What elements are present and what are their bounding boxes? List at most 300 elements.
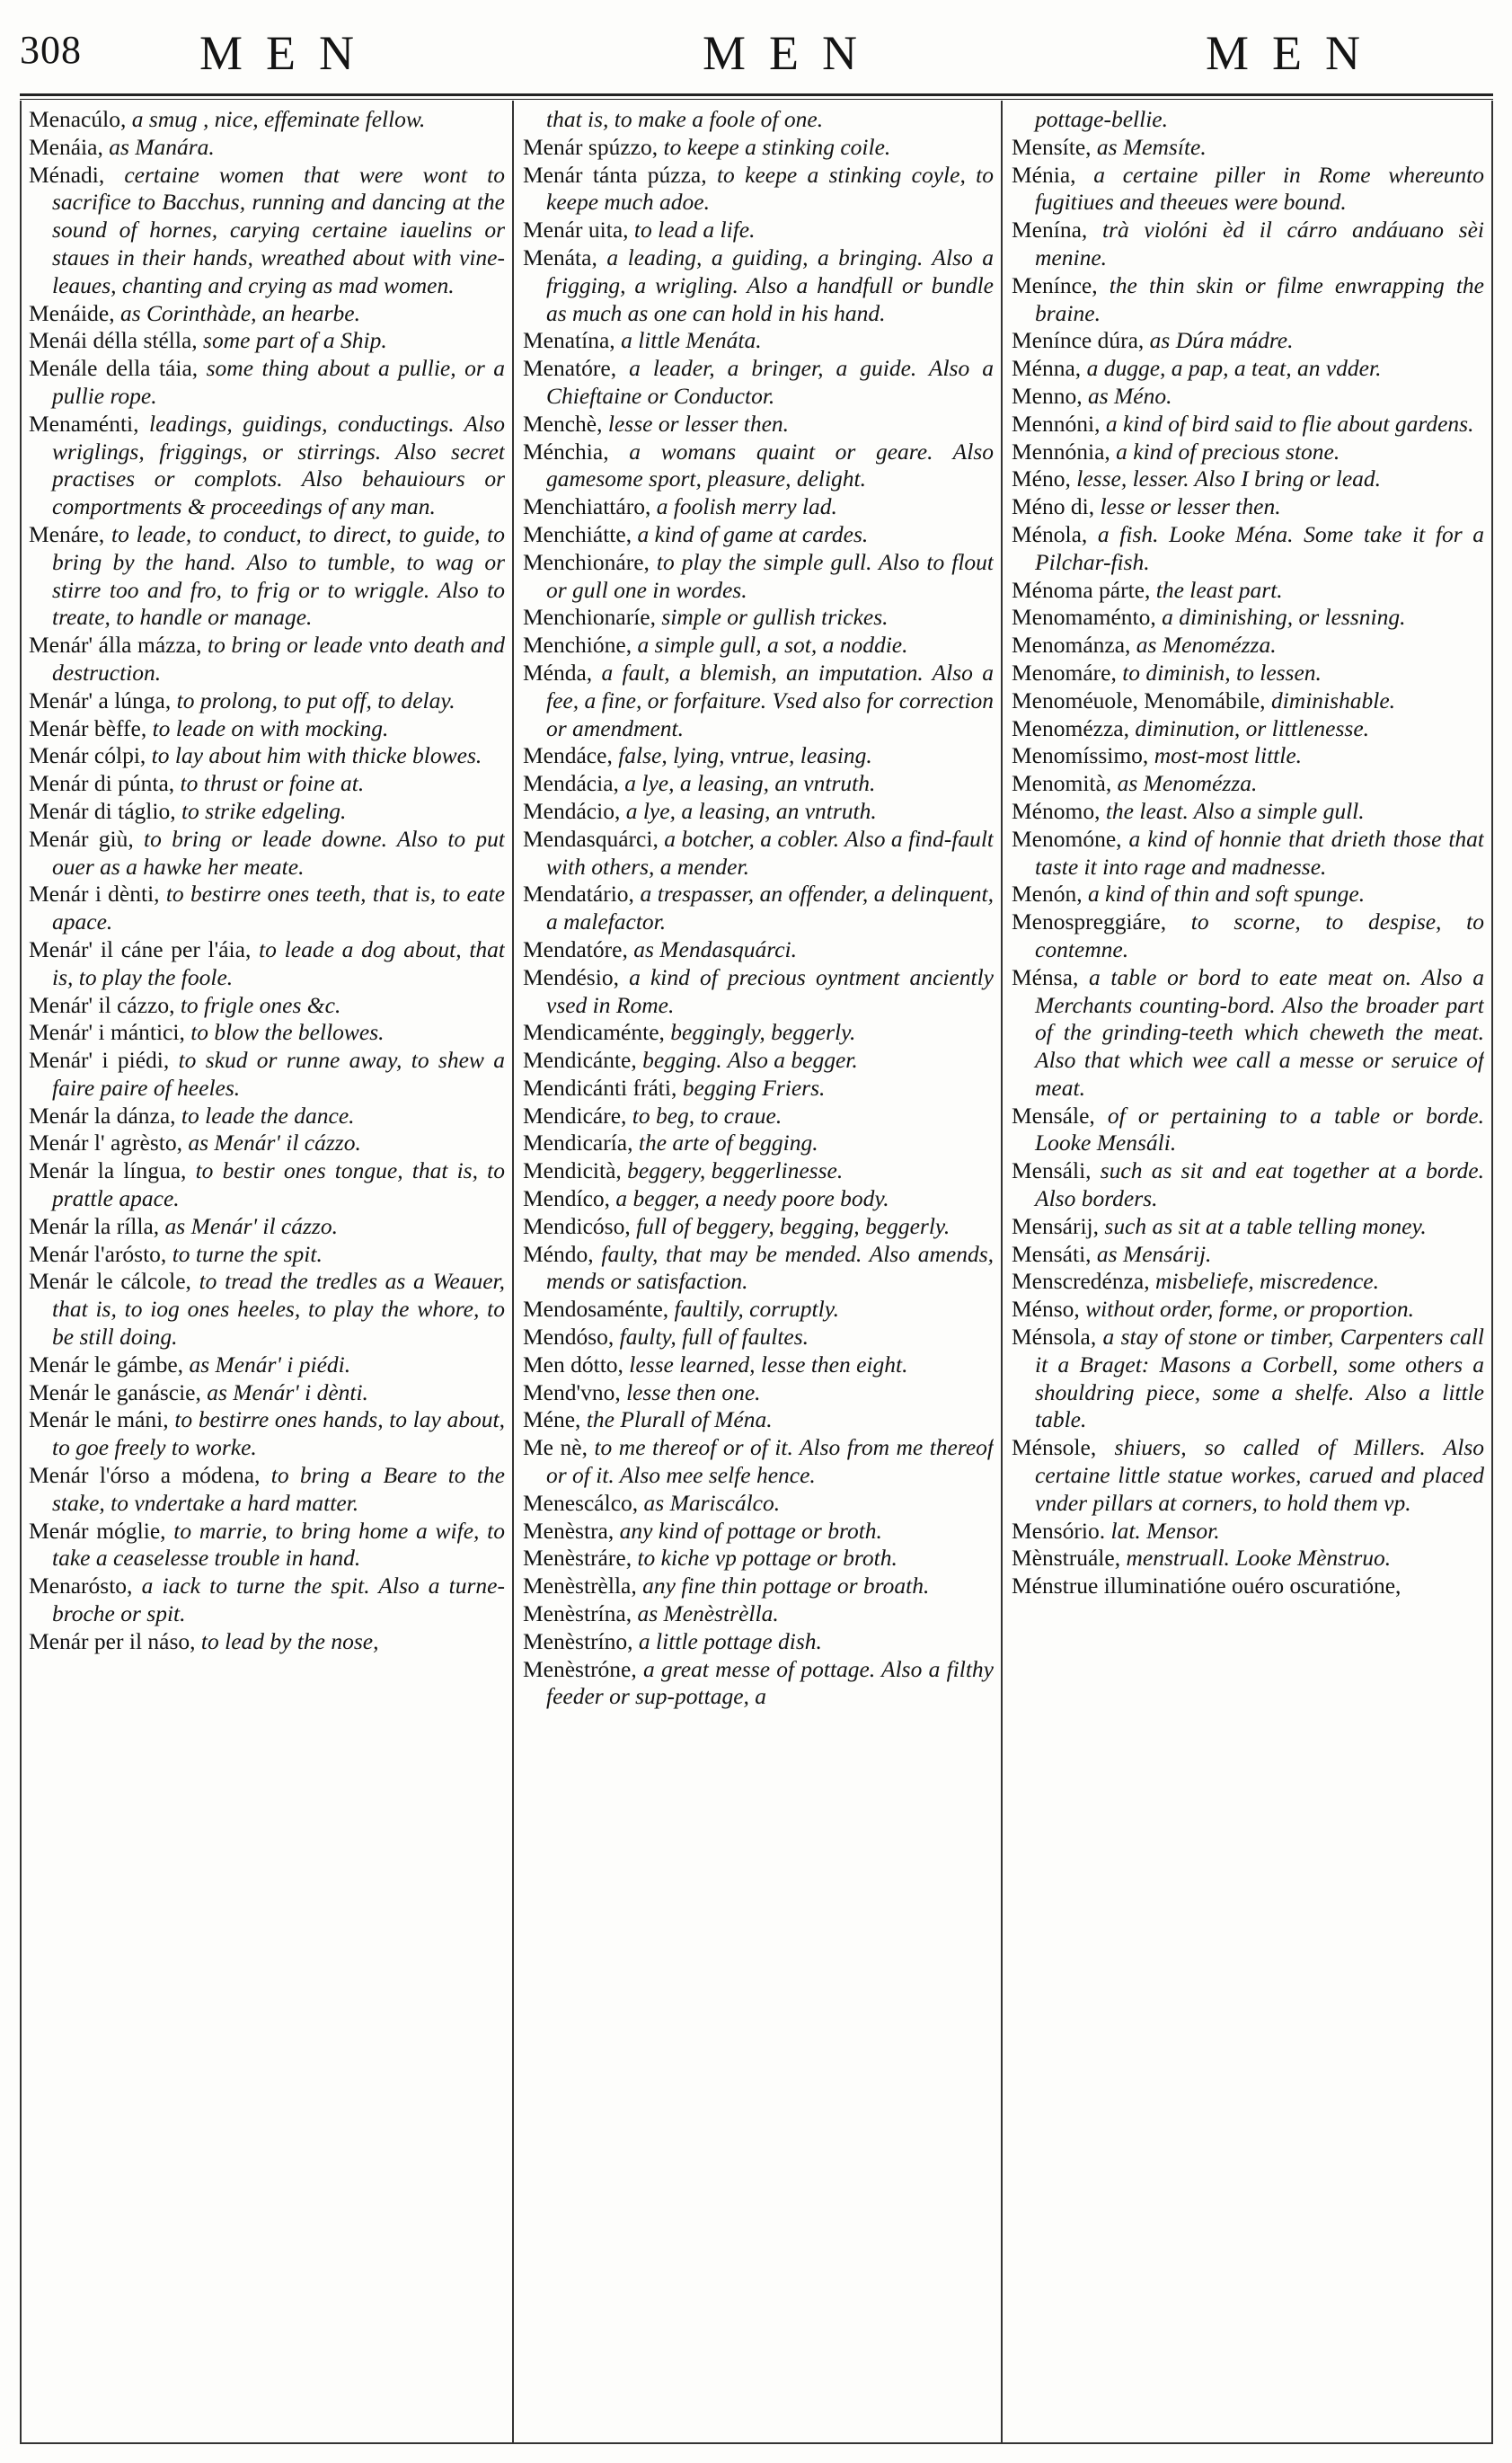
dictionary-entry	[1012, 964, 1484, 1103]
definition: a little pottage dish.	[632, 1627, 822, 1654]
definition: to turne the spit.	[166, 1240, 323, 1267]
headword: Menaménti,	[29, 410, 139, 437]
dictionary-entry	[523, 1047, 994, 1075]
dictionary-entry	[29, 327, 505, 355]
definition: to thrust or foine at.	[174, 770, 365, 797]
definition: a leader, a bringer, a guide. Also a Chieftaine or Conductor.	[546, 355, 994, 409]
headword: Menatóre,	[523, 355, 617, 382]
definition: to beg, to craue.	[626, 1102, 783, 1129]
dictionary-entry	[523, 826, 994, 882]
headword: Mendicáre,	[523, 1102, 627, 1129]
definition: the thin skin or filme enwrapping the braine.	[1035, 271, 1484, 326]
dictionary-entry	[29, 1157, 505, 1213]
dictionary-entry	[523, 1379, 994, 1407]
dictionary-entry	[29, 134, 505, 162]
definition: a lye, a leasing, an vntruth.	[618, 770, 876, 797]
headword: Mensále,	[1012, 1102, 1095, 1129]
dictionary-entry	[29, 770, 505, 798]
definition: as Menár' il cázzo.	[182, 1130, 361, 1156]
dictionary-entry	[1012, 798, 1484, 826]
definition: lesse or lesser then.	[1094, 493, 1281, 520]
dictionary-entry	[523, 1628, 994, 1656]
headword: Ménstrue illuminatióne ouéro oscuratióne,	[1012, 1573, 1401, 1599]
headword: Menomáre,	[1012, 659, 1117, 686]
dictionary-entry	[29, 355, 505, 411]
definition: a kind of precious oyntment anciently vsed in Rome.	[546, 963, 994, 1018]
headword: Menscredénza,	[1012, 1268, 1150, 1295]
headword: Mendosaménte,	[523, 1296, 669, 1323]
column-1	[29, 106, 505, 2439]
headword: Méno di,	[1012, 493, 1095, 520]
definition: to bring or leade downe. Also to put ouer as a hawke her meate.	[52, 825, 505, 880]
dictionary-entry	[1012, 632, 1484, 660]
definition: any fine thin pottage or broath.	[636, 1573, 930, 1599]
headword: Mendicánti fráti,	[523, 1074, 677, 1101]
headword: Menomóne,	[1012, 825, 1122, 852]
dictionary-entry	[1012, 1157, 1484, 1213]
dictionary-entry	[523, 106, 994, 134]
dictionary-entry	[523, 1434, 994, 1490]
dictionary-entry	[1012, 521, 1484, 577]
definition: to bring a Beare to the stake, to vndertake a hard matter.	[52, 1462, 505, 1516]
definition: begging. Also a begger.	[636, 1047, 858, 1074]
dictionary-entry	[1012, 660, 1484, 687]
dictionary-entry	[523, 1324, 994, 1351]
definition: beggingly, beggerly.	[664, 1019, 856, 1046]
definition: to prolong, to put off, to delay.	[171, 687, 455, 713]
definition: as Manára.	[102, 133, 215, 160]
definition: shiuers, so called of Millers. Also certaine little statue workes, carued and placed vnder pillars at corners, to hold them vp.	[1035, 1434, 1484, 1516]
headword: Ménsola,	[1012, 1324, 1097, 1351]
dictionary-entry	[1012, 439, 1484, 466]
definition: any kind of pottage or broth.	[614, 1517, 882, 1544]
headword: Menár' il cázzo,	[29, 991, 175, 1018]
headword: Menèstra,	[523, 1517, 615, 1544]
dictionary-entry	[1012, 1103, 1484, 1158]
headword: Ménchia,	[523, 438, 609, 465]
definition: lat. Mensor.	[1105, 1517, 1220, 1544]
definition: lesse learned, lesse then eight.	[623, 1351, 908, 1378]
headword: Menár móglie,	[29, 1517, 166, 1544]
definition: as Méno.	[1082, 382, 1172, 409]
headword: Mendácio,	[523, 797, 621, 824]
headword: Menománza,	[1012, 632, 1131, 659]
dictionary-entry	[523, 439, 994, 494]
headword: Menèstríno,	[523, 1627, 633, 1654]
headword: Menacúlo,	[29, 106, 127, 132]
definition: simple or gullish trickes.	[655, 604, 889, 631]
headword: Menár le máni,	[29, 1406, 169, 1433]
definition: to bestir ones tongue, that is, to prattle apace.	[52, 1157, 505, 1212]
headword: Mendáce,	[523, 742, 613, 769]
dictionary-entry	[523, 217, 994, 244]
definition: as Corinthàde, an hearbe.	[114, 299, 360, 326]
definition: to lead by the nose,	[195, 1627, 379, 1654]
dictionary-entry	[1012, 1268, 1484, 1296]
definition: the Plurall of Ména.	[580, 1406, 773, 1433]
headword: Mendóso,	[523, 1324, 615, 1351]
dictionary-entry	[29, 1518, 505, 1573]
headword: Mendicità,	[523, 1157, 622, 1184]
headword: Menoméuole, Menomábile,	[1012, 687, 1266, 713]
dictionary-entry	[29, 1130, 505, 1157]
dictionary-entry	[1012, 577, 1484, 605]
definition: to leade a dog about, that is, to play the foole.	[52, 935, 505, 990]
headword: Méno,	[1012, 465, 1071, 492]
dictionary-entry	[29, 687, 505, 715]
headword: Menár giù,	[29, 825, 134, 852]
dictionary-entry	[29, 106, 505, 134]
headword: Me nè,	[523, 1434, 588, 1461]
dictionary-entry	[29, 1019, 505, 1047]
column-rule-right	[1491, 101, 1493, 2444]
definition: to play the simple gull. Also to flout or gull one in wordes.	[546, 548, 994, 603]
running-head-left: MEN	[199, 26, 377, 80]
headword: Mendatóre,	[523, 935, 628, 962]
headword: Mendicaría,	[523, 1130, 633, 1156]
definition: to frigle ones &c.	[174, 991, 341, 1018]
definition: to keepe a stinking coile.	[658, 133, 891, 160]
headword: Ménola,	[1012, 520, 1088, 547]
dictionary-entry	[29, 1462, 505, 1518]
definition: trà violóni èd il cárro andáuano sèi menine.	[1035, 217, 1484, 270]
dictionary-entry	[1012, 1324, 1484, 1434]
headword: Menár di táglio,	[29, 797, 176, 824]
headword: Menár i dènti,	[29, 881, 160, 908]
dictionary-entry	[523, 1130, 994, 1157]
headword: Menár di púnta,	[29, 770, 175, 797]
headword: Mendicánte,	[523, 1047, 637, 1074]
dictionary-entry	[523, 742, 994, 770]
dictionary-entry	[523, 493, 994, 521]
definition: as Menár' i dènti.	[200, 1378, 368, 1405]
dictionary-entry	[1012, 1573, 1484, 1600]
headword: Mendésio,	[523, 963, 619, 990]
dictionary-entry	[523, 1351, 994, 1379]
headword: Menarósto,	[29, 1573, 133, 1599]
dictionary-entry	[1012, 687, 1484, 715]
headword: Menospreggiáre,	[1012, 908, 1167, 935]
headword: Menáta,	[523, 244, 597, 270]
definition: lesse then one.	[620, 1378, 761, 1405]
dictionary-entry	[29, 715, 505, 743]
dictionary-entry	[523, 1490, 994, 1518]
definition: the least. Also a simple gull.	[1100, 797, 1365, 824]
definition: without order, forme, or proportion.	[1079, 1296, 1414, 1323]
headword: Mendíco,	[523, 1185, 611, 1212]
dictionary-entry	[1012, 134, 1484, 162]
dictionary-entry	[29, 881, 505, 936]
dictionary-entry	[1012, 826, 1484, 882]
dictionary-entry	[29, 1379, 505, 1407]
headword: Mendácia,	[523, 770, 619, 797]
dictionary-entry	[523, 411, 994, 439]
headword: Menomità,	[1012, 770, 1112, 797]
headword: Mensárij,	[1012, 1212, 1100, 1239]
headword: Menèstrína,	[523, 1600, 632, 1627]
headword: Menár la dánza,	[29, 1102, 176, 1129]
headword: Menèstróne,	[523, 1655, 637, 1682]
dictionary-entry	[523, 1545, 994, 1573]
headword: Menár cólpi,	[29, 742, 146, 769]
headword: Ménso,	[1012, 1296, 1080, 1323]
definition: a certaine piller in Rome whereunto fugitiues and theeues were bound.	[1035, 161, 1484, 216]
definition: leadings, guidings, conductings. Also wriglings, friggings, or stirrings. Also secret practises or complots. Also behauiours or comportments & proceedings of any man.	[52, 410, 505, 520]
headword: Menár bèffe,	[29, 714, 147, 741]
dictionary-entry	[523, 1656, 994, 1712]
headword: Menínce dúra,	[1012, 327, 1145, 354]
definition: to leade, to conduct, to direct, to guide, to bring by the hand. Also to tumble, to wag or stirre too and fro, to frig or to wriggle. Also to treate, to handle or manage.	[52, 520, 505, 631]
dictionary-entry	[523, 1518, 994, 1546]
dictionary-entry	[523, 770, 994, 798]
dictionary-entry	[1012, 162, 1484, 217]
definition: a leading, a guiding, a bringing. Also a frigging, a wrigling. Also a handfull or bundle as much as one can hold in his hand.	[546, 244, 994, 326]
headword: Menár' álla mázza,	[29, 632, 202, 659]
dictionary-entry	[1012, 715, 1484, 743]
headword: Ménna,	[1012, 355, 1082, 382]
definition: to lead a life.	[628, 217, 756, 244]
column-rule-left	[20, 101, 22, 2444]
dictionary-entry	[1012, 272, 1484, 328]
dictionary-entry	[1012, 383, 1484, 411]
dictionary-entry	[29, 1213, 505, 1241]
definition: to skud or runne away, to shew a faire paire of heeles.	[52, 1047, 505, 1101]
definition: as Mensárij.	[1091, 1240, 1212, 1267]
dictionary-entry	[29, 411, 505, 521]
dictionary-entry	[523, 1185, 994, 1213]
definition: to scorne, to despise, to contemne.	[1035, 908, 1484, 962]
definition: misbeliefe, miscredence.	[1149, 1268, 1379, 1295]
headword: Ménda,	[523, 659, 593, 686]
definition: pottage-bellie.	[1035, 106, 1168, 132]
dictionary-entry	[1012, 106, 1484, 134]
headword: Menár la rílla,	[29, 1212, 160, 1239]
running-head-center: MEN	[703, 26, 880, 80]
definition: faultily, corruptly.	[668, 1296, 840, 1323]
definition: that is, to make a foole of one.	[546, 106, 824, 132]
dictionary-entry	[523, 1573, 994, 1600]
headword: Mendasquárci,	[523, 825, 659, 852]
headword: Menescálco,	[523, 1489, 639, 1516]
definition: to leade the dance.	[175, 1102, 355, 1129]
headword: Menchionáre,	[523, 548, 650, 575]
dictionary-entry	[29, 632, 505, 687]
column-rule-2	[1001, 101, 1003, 2444]
headword: Mensíte,	[1012, 133, 1092, 160]
headword: Mènstruále,	[1012, 1545, 1121, 1572]
headword: Menno,	[1012, 382, 1083, 409]
dictionary-entry	[1012, 1213, 1484, 1241]
definition: to diminish, to lessen.	[1116, 659, 1322, 686]
definition: a trespasser, an offender, a delinquent, a malefactor.	[546, 881, 994, 935]
definition: to bestirre ones teeth, that is, to eate apace.	[52, 881, 505, 935]
definition: a kind of precious stone.	[1110, 438, 1340, 465]
headword: Ménsole,	[1012, 1434, 1097, 1461]
dictionary-entry	[1012, 327, 1484, 355]
definition: some thing about a pullie, or a pullie rope.	[52, 355, 505, 409]
headword: Menár le gámbe,	[29, 1351, 184, 1378]
headword: Menomézza,	[1012, 714, 1129, 741]
definition: certaine women that were wont to sacrifice to Bacchus, running and dancing at the sound of hornes, carying certaine iauelins or staues in their hands, wreathed about with vine-leaues, chanting and crying as mad women.	[52, 161, 505, 298]
headword: Mennóni,	[1012, 410, 1101, 437]
dictionary-entry	[523, 1213, 994, 1241]
dictionary-entry	[1012, 881, 1484, 908]
definition: faulty, that may be mended. Also amends, mends or satisfaction.	[546, 1240, 994, 1295]
dictionary-entry	[523, 244, 994, 327]
dictionary-entry	[1012, 908, 1484, 964]
dictionary-entry	[29, 798, 505, 826]
dictionary-entry	[523, 1600, 994, 1628]
definition: to kiche vp pottage or broth.	[632, 1545, 897, 1572]
page-header	[20, 20, 1493, 86]
dictionary-entry	[523, 162, 994, 217]
definition: as Menár' i piédi.	[183, 1351, 351, 1378]
dictionary-entry	[1012, 355, 1484, 383]
definition: most-most little.	[1148, 742, 1303, 769]
definition: to strike edgeling.	[175, 797, 347, 824]
definition: as Menár' il cázzo.	[159, 1212, 338, 1239]
definition: of or pertaining to a table or borde. Looke Mensáli.	[1035, 1102, 1484, 1156]
dictionary-entry	[523, 549, 994, 605]
dictionary-entry	[29, 300, 505, 328]
headword: Menchiátte,	[523, 520, 632, 547]
definition: as Menomézza.	[1111, 770, 1258, 797]
definition: a fish. Looke Ména. Some take it for a Pilchar-fish.	[1035, 520, 1484, 575]
dictionary-entry	[1012, 411, 1484, 439]
headword: Méndo,	[523, 1240, 594, 1267]
definition: to me thereof or of it. Also from me thereof or of it. Also mee selfe hence.	[546, 1434, 994, 1489]
definition: a kind of game at cardes.	[632, 520, 869, 547]
definition: the least part.	[1150, 576, 1283, 603]
definition: begging Friers.	[676, 1074, 826, 1101]
definition: a fault, a blemish, an imputation. Also a fee, a fine, or forfaiture. Vsed also for correction or amendment.	[546, 659, 994, 741]
dictionary-entry	[523, 881, 994, 936]
definition: as Mariscálco.	[638, 1489, 781, 1516]
dictionary-entry	[29, 992, 505, 1020]
dictionary-entry	[29, 521, 505, 632]
dictionary-entry	[1012, 1545, 1484, 1573]
headword: Menár' a lúnga,	[29, 687, 172, 713]
headword: Menái délla stélla,	[29, 327, 198, 354]
definition: a womans quaint or geare. Also gamesome sport, pleasure, delight.	[546, 438, 994, 492]
definition: some part of a Ship.	[197, 327, 387, 354]
dictionary-entry	[29, 936, 505, 992]
dictionary-entry	[523, 1406, 994, 1434]
headword: Mend'vno,	[523, 1378, 621, 1405]
dictionary-entry	[523, 1296, 994, 1324]
definition: a lye, a leasing, an vntruth.	[620, 797, 877, 824]
definition: a iack to turne the spit. Also a turne-broche or spit.	[52, 1573, 505, 1627]
definition: a table or bord to eate meat on. Also a Merchants counting-bord. Also the broader part of the grinding-teeth which cheweth the meat. Also that which wee call a messe or seruice of meat.	[1035, 963, 1484, 1101]
headword: Menáre,	[29, 520, 105, 547]
dictionary-entry	[523, 1103, 994, 1130]
definition: diminishable.	[1265, 687, 1396, 713]
definition: to tread the tredles as a Weauer, that is, to iog ones heeles, to play the whore, to be still doing.	[52, 1268, 505, 1351]
definition: as Menomézza.	[1130, 632, 1277, 659]
dictionary-entry	[523, 798, 994, 826]
dictionary-entry	[523, 355, 994, 411]
definition: as Memsíte.	[1091, 133, 1207, 160]
headword: Menchionaríe,	[523, 604, 656, 631]
dictionary-entry	[523, 1157, 994, 1185]
headword: Ménsa,	[1012, 963, 1079, 990]
dictionary-entry	[523, 660, 994, 742]
dictionary-entry	[1012, 493, 1484, 521]
dictionary-entry	[1012, 742, 1484, 770]
headword: Menár' il cáne per l'áia,	[29, 935, 252, 962]
headword: Ménoma párte,	[1012, 576, 1151, 603]
headword: Menár l'arósto,	[29, 1240, 167, 1267]
headword: Mendicóso,	[523, 1212, 631, 1239]
dictionary-entry	[1012, 770, 1484, 798]
dictionary-entry	[523, 134, 994, 162]
dictionary-entry	[1012, 217, 1484, 272]
headword: Ménadi,	[29, 161, 105, 188]
definition: such as sit and eat together at a borde. Also borders.	[1035, 1157, 1484, 1212]
definition: false, lying, vntrue, leasing.	[612, 742, 872, 769]
dictionary-entry	[1012, 1241, 1484, 1269]
headword: Ménomo,	[1012, 797, 1101, 824]
headword: Menár' i mántici,	[29, 1019, 185, 1046]
dictionary-entry	[1012, 1296, 1484, 1324]
column-3	[1012, 106, 1484, 2439]
headword: Menár tánta púzza,	[523, 161, 707, 188]
definition: a dugge, a pap, a teat, an vdder.	[1081, 355, 1382, 382]
header-rule	[20, 93, 1493, 96]
definition: lesse or lesser then.	[602, 410, 790, 437]
page-number: 308	[20, 28, 82, 72]
headword: Mennónia,	[1012, 438, 1110, 465]
definition: lesse, lesser. Also I bring or lead.	[1070, 465, 1382, 492]
headword: Menchè,	[523, 410, 603, 437]
headword: Menchióne,	[523, 632, 632, 659]
definition: a botcher, a cobler. Also a find-fault with others, a mender.	[546, 825, 994, 880]
definition: full of beggery, begging, beggerly.	[630, 1212, 951, 1239]
headword: Menár l' agrèsto,	[29, 1130, 182, 1156]
dictionary-entry	[523, 964, 994, 1020]
headword: Mensáli,	[1012, 1157, 1092, 1184]
headword: Menína,	[1012, 217, 1088, 244]
dictionary-entry	[1012, 1518, 1484, 1546]
dictionary-entry	[29, 1103, 505, 1130]
dictionary-entry	[523, 936, 994, 964]
headword: Menár le cálcole,	[29, 1268, 191, 1295]
dictionary-entry	[29, 162, 505, 300]
definition: to marrie, to bring home a wife, to take a ceaselesse trouble in hand.	[52, 1517, 505, 1572]
headword: Menomíssimo,	[1012, 742, 1149, 769]
headword: Menèstrèlla,	[523, 1573, 637, 1599]
headword: Mensáti,	[1012, 1240, 1092, 1267]
headword: Menále della táia,	[29, 355, 199, 382]
headword: Menár uita,	[523, 217, 629, 244]
dictionary-entry	[523, 604, 994, 632]
headword: Méne,	[523, 1406, 581, 1433]
headword: Menón,	[1012, 881, 1083, 908]
dictionary-entry	[523, 632, 994, 660]
definition: a begger, a needy poore body.	[610, 1185, 889, 1212]
definition: menstruall. Looke Mènstruo.	[1120, 1545, 1392, 1572]
dictionary-entry	[29, 742, 505, 770]
definition: a little Menáta.	[615, 327, 762, 354]
dictionary-entry	[29, 1351, 505, 1379]
headword: Menár le ganáscie,	[29, 1378, 201, 1405]
dictionary-entry	[29, 1628, 505, 1656]
headword: Menáide,	[29, 299, 115, 326]
definition: to lay about him with thicke blowes.	[146, 742, 482, 769]
headword: Menár l'órso a módena,	[29, 1462, 261, 1489]
definition: a stay of stone or timber, Carpenters call it a Braget: Masons a Corbell, some others a shouldring piece, some a shelfe. Also a little table.	[1035, 1324, 1484, 1433]
definition: a diminishing, or lessning.	[1155, 604, 1406, 631]
